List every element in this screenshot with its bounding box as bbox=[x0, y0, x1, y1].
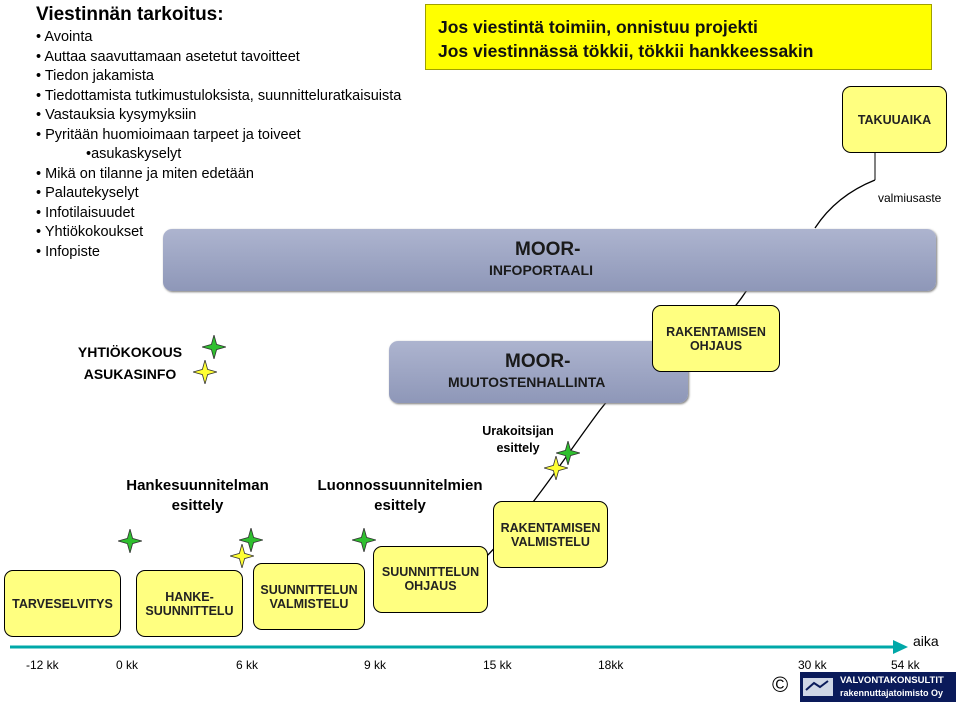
purpose-bullet-item: • Tiedon jakamista bbox=[36, 68, 154, 84]
logo-line-2: rakennuttajatoimisto Oy bbox=[840, 688, 944, 698]
axis-tick-label: 6 kk bbox=[236, 658, 259, 672]
asukasinfo-label: ASUKASINFO bbox=[83, 366, 177, 382]
purpose-bullet-text: Infopiste bbox=[45, 243, 100, 260]
luonnossuunnitelmat-label-1: Luonnossuunnitelmien bbox=[317, 477, 483, 494]
purpose-bullet-item: • Infotilaisuudet bbox=[36, 204, 135, 221]
suunnittelun-ohjaus-label-2: OHJAUS bbox=[404, 579, 457, 593]
hankesuunnittelu-label-2: SUUNNITTELU bbox=[145, 603, 234, 618]
purpose-bullet-text: Vastauksia kysymyksiin bbox=[45, 107, 197, 123]
rakentamisen-ohjaus-label-1: RAKENTAMISEN bbox=[666, 324, 766, 339]
takuuaika-label: TAKUUAIKA bbox=[857, 112, 932, 127]
milestone-star-icon bbox=[202, 335, 226, 359]
time-axis-arrowhead bbox=[893, 640, 908, 654]
axis-label: aika bbox=[913, 633, 939, 649]
purpose-bullet-text: Tiedon jakamista bbox=[44, 68, 154, 84]
hankesuunnitelma-label-1: Hankesuunnitelman bbox=[126, 477, 269, 494]
headline-line-2: Jos viestinnässä tökkii, tökkii hankkeessakin bbox=[438, 41, 814, 61]
tarveselvitys-label: TARVESELVITYS bbox=[12, 596, 113, 611]
purpose-bullet-item: • Avointa bbox=[36, 29, 93, 45]
infoportaali-label-1: MOOR- bbox=[515, 239, 581, 260]
urakoitsija-label-2: esittely bbox=[496, 441, 540, 455]
handshake-icon bbox=[800, 672, 836, 702]
milestone-star-icon bbox=[193, 360, 217, 384]
purpose-bullet-item: • Tiedottamista tutkimustuloksista, suunnitteluratkaisuista bbox=[36, 87, 402, 104]
muutostenhallinta-label-1: MOOR- bbox=[505, 351, 571, 372]
purpose-bullet-item: • Vastauksia kysymyksiin bbox=[36, 107, 197, 123]
axis-tick-label: 54 kk bbox=[891, 658, 920, 672]
hankesuunnitelma-label-2: esittely bbox=[171, 497, 224, 514]
rakentamisen-valmistelu-label-1: RAKENTAMISEN bbox=[500, 520, 601, 535]
purpose-bullet-text: Pyritään huomioimaan tarpeet ja toiveet bbox=[45, 126, 301, 143]
axis-tick-label: 18kk bbox=[598, 658, 624, 672]
company-logo bbox=[800, 672, 956, 702]
purpose-bullet-item: • Mikä on tilanne ja miten edetään bbox=[36, 165, 254, 182]
axis-tick-label: 30 kk bbox=[798, 658, 827, 672]
purpose-bullet-text: Yhtiökokoukset bbox=[44, 224, 144, 240]
copyright-symbol: © bbox=[772, 672, 789, 697]
milestone-star-icon bbox=[556, 441, 580, 465]
suunnittelun-valmistelu-label-1: SUUNNITTELUN bbox=[260, 582, 358, 597]
purpose-bullet-item: • Auttaa saavuttamaan asetetut tavoitteet bbox=[36, 48, 300, 65]
urakoitsija-label-1: Urakoitsijan bbox=[482, 424, 554, 438]
purpose-bullet-item: • Yhtiökokoukset bbox=[36, 224, 144, 240]
purpose-bullet-item: •asukaskyselyt bbox=[86, 146, 182, 162]
rakentamisen-ohjaus-label-2: OHJAUS bbox=[689, 338, 743, 353]
purpose-bullet-text: asukaskyselyt bbox=[91, 146, 182, 162]
axis-tick-label: 9 kk bbox=[364, 658, 387, 672]
milestone-star-icon bbox=[118, 529, 142, 553]
page-title: Viestinnän tarkoitus: bbox=[36, 4, 224, 25]
purpose-bullet-text: Avointa bbox=[44, 29, 93, 45]
logo-line-1: VALVONTAKONSULTIT bbox=[840, 675, 944, 686]
purpose-bullet-text: Tiedottamista tutkimustuloksista, suunnitteluratkaisuista bbox=[44, 87, 402, 104]
milestone-star-icon bbox=[544, 456, 568, 480]
purpose-bullet-text: Infotilaisuudet bbox=[45, 204, 135, 221]
purpose-bullet-text: Auttaa saavuttamaan asetetut tavoitteet bbox=[44, 48, 300, 65]
suunnittelun-ohjaus-label-1: SUUNNITTELUN bbox=[381, 565, 480, 579]
suunnittelun-valmistelu-label-2: VALMISTELU bbox=[269, 596, 349, 611]
valmiusaste-label: valmiusaste bbox=[878, 191, 942, 205]
axis-tick-label: 15 kk bbox=[483, 658, 512, 672]
axis-tick-label: -12 kk bbox=[26, 658, 59, 672]
purpose-bullet-text: Mikä on tilanne ja miten edetään bbox=[45, 165, 254, 182]
hankesuunnittelu-label-1: HANKE- bbox=[165, 589, 214, 604]
purpose-bullet-text: Palautekyselyt bbox=[45, 185, 139, 201]
headline-line-1: Jos viestintä toimiin, onnistuu projekti bbox=[438, 17, 758, 37]
luonnossuunnitelmat-label-2: esittely bbox=[374, 497, 426, 514]
purpose-bullet-item: • Infopiste bbox=[36, 243, 100, 260]
rakentamisen-valmistelu-label-2: VALMISTELU bbox=[511, 534, 590, 549]
infoportaali-label-2: INFOPORTAALI bbox=[489, 262, 593, 278]
yhtiokokous-label: YHTIÖKOKOUS bbox=[77, 344, 183, 360]
axis-tick-label: 0 kk bbox=[116, 658, 139, 672]
muutostenhallinta-label-2: MUUTOSTENHALLINTA bbox=[448, 374, 606, 390]
milestone-star-icon bbox=[352, 528, 376, 552]
purpose-bullet-item: • Pyritään huomioimaan tarpeet ja toiveet bbox=[36, 126, 301, 143]
purpose-bullet-item: • Palautekyselyt bbox=[36, 185, 139, 201]
